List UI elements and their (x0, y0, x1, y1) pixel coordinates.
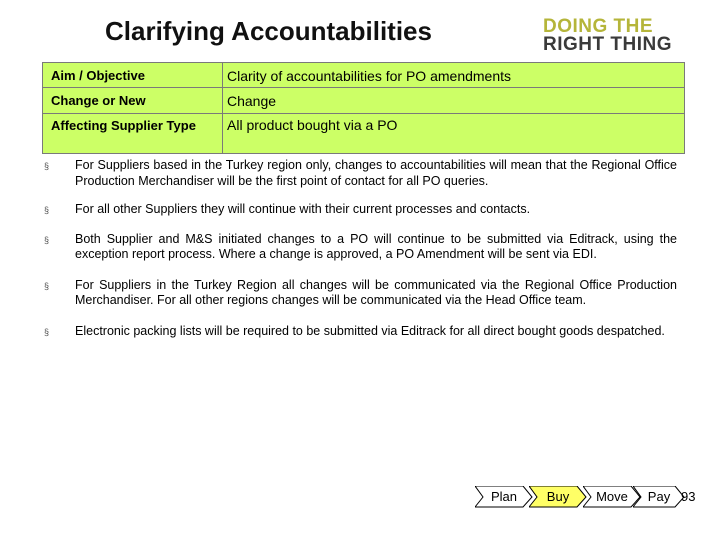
bullet-text: For Suppliers based in the Turkey region only, changes to accountabilities will mean that the Regional Office Production Merchandiser will be the first point of contact for all PO queries. (75, 158, 677, 188)
info-value: Change (222, 88, 685, 114)
list-item (44, 324, 677, 341)
bullet-marker-icon: § (44, 161, 50, 171)
logo-line-1: DOING THE (543, 16, 654, 37)
bullet-text: For Suppliers in the Turkey Region all changes will be communicated via the Regional Office Production Merchandiser. For all other regions changes will be communicated via the Head Office team. (75, 277, 677, 307)
info-label: Aim / Objective (42, 62, 222, 88)
info-row-aim (42, 62, 685, 88)
step-plan (475, 486, 533, 508)
logo-line-2: RIGHT THING (543, 34, 672, 55)
process-chevron-bar (475, 486, 685, 508)
step-label: Buy (546, 489, 570, 504)
step-pay (633, 486, 685, 508)
info-label: Affecting Supplier Type (42, 114, 222, 154)
bullet-marker-icon: § (44, 234, 50, 245)
step-label: Plan (490, 489, 518, 504)
step-buy (529, 486, 587, 508)
info-row-supplier-type (42, 114, 685, 154)
list-item (44, 158, 677, 189)
brand-logo (543, 18, 672, 54)
list-item (44, 202, 677, 219)
info-label: Change or New (42, 88, 222, 114)
info-table (42, 62, 685, 154)
bullet-marker-icon: § (44, 280, 50, 291)
bullet-marker-icon: § (44, 326, 50, 337)
info-value: Clarity of accountabilities for PO amendments (222, 62, 685, 88)
list-item (44, 232, 677, 263)
info-row-change (42, 88, 685, 114)
list-item (44, 278, 677, 309)
page-title: Clarifying Accountabilities (105, 16, 432, 46)
step-label: Pay (647, 489, 671, 504)
info-value: All product bought via a PO (222, 114, 685, 154)
bullet-text: Electronic packing lists will be required to be submitted via Editrack for all direct bought goods despatched. (75, 323, 665, 338)
bullet-marker-icon: § (44, 205, 50, 215)
bullet-text: For all other Suppliers they will continue with their current processes and contacts. (75, 202, 531, 216)
bullet-text: Both Supplier and M&S initiated changes to a PO will continue to be submitted via Editrack, using the exception report process. Where a change is approved, a PO Amendment will be sent via EDI. (75, 231, 677, 261)
bullet-list (44, 158, 677, 340)
step-label: Move (596, 489, 628, 504)
page-number: 93 (681, 489, 696, 504)
